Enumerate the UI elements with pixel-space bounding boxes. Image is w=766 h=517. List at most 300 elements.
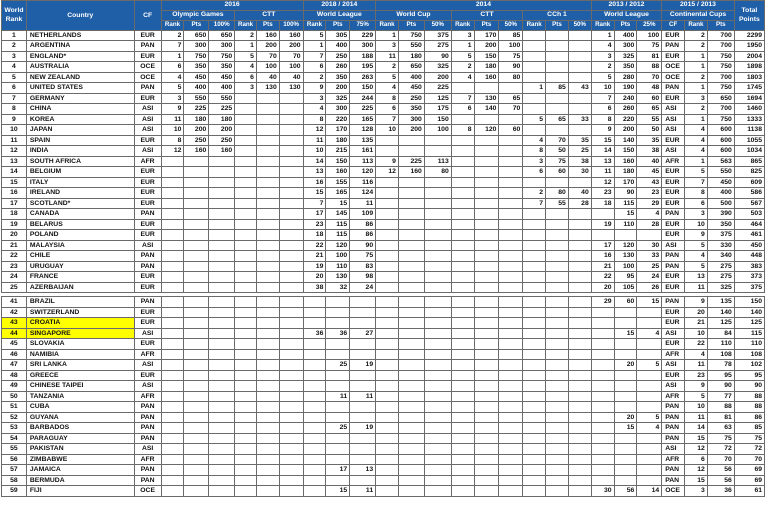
ctt14-pct-cell xyxy=(499,360,523,371)
wl1312-rank-cell: 2 xyxy=(591,62,614,73)
og-pct-cell xyxy=(209,454,235,465)
wl1312-rank-cell: 29 xyxy=(591,297,614,308)
ctt14-rank-cell xyxy=(451,370,474,381)
sub-rank: Rank xyxy=(235,20,257,30)
wc-pct-cell xyxy=(424,282,451,293)
ctt16-pts-cell xyxy=(256,475,279,486)
total-points-cell: 865 xyxy=(734,156,764,167)
wc-rank-cell xyxy=(376,381,399,392)
wl1814-pct-cell: 11 xyxy=(350,198,376,209)
world-rankings-table xyxy=(1,0,765,497)
wl1814-rank-cell: 10 xyxy=(303,146,326,157)
cch1-pct-cell xyxy=(568,62,591,73)
country-cell: KOREA xyxy=(26,114,134,125)
og-pct-cell xyxy=(209,261,235,272)
world-rank-cell: 54 xyxy=(2,433,27,444)
total-points-cell: 125 xyxy=(734,318,764,329)
wl1312-rank-cell xyxy=(591,475,614,486)
cch1-pts-cell xyxy=(546,402,569,413)
world-rank-cell: 41 xyxy=(2,297,27,308)
og-rank-cell xyxy=(161,318,184,329)
cch1-rank-cell: 3 xyxy=(523,156,546,167)
wl1814-pts-cell: 170 xyxy=(326,125,350,136)
ctt14-rank-cell: 3 xyxy=(451,30,474,41)
cch1-pts-cell: 55 xyxy=(546,198,569,209)
ctt16-pts-cell xyxy=(256,318,279,329)
cc-rank-cell: 9 xyxy=(685,381,708,392)
ctt16-pct-cell xyxy=(279,433,303,444)
ctt14-pct-cell xyxy=(499,433,523,444)
ctt16-rank-cell: 3 xyxy=(235,83,257,94)
cf-cell: EUR xyxy=(134,188,161,199)
cch1-pct-cell xyxy=(568,465,591,476)
country-cell: PARAGUAY xyxy=(26,433,134,444)
wc-pts-cell xyxy=(398,261,424,272)
wl1312-pct-cell: 65 xyxy=(637,104,662,115)
wl1814-rank-cell: 7 xyxy=(303,51,326,62)
country-cell: SPAIN xyxy=(26,135,134,146)
wc-rank-cell xyxy=(376,444,399,455)
world-rank-cell: 3 xyxy=(2,51,27,62)
cch1-pts-cell xyxy=(546,297,569,308)
cc-pts-cell: 400 xyxy=(707,188,734,199)
cf-cell: ASI xyxy=(134,104,161,115)
sub-100: 100% xyxy=(279,20,303,30)
cc-cf-cell: PAN xyxy=(662,465,685,476)
total-points-cell: 108 xyxy=(734,349,764,360)
country-cell: MALAYSIA xyxy=(26,240,134,251)
wl1814-pct-cell: 19 xyxy=(350,423,376,434)
og-pts-cell xyxy=(184,339,209,350)
wc-pct-cell xyxy=(424,486,451,497)
og-pct-cell xyxy=(209,240,235,251)
sub-pts: Pts xyxy=(398,20,424,30)
wl1814-pct-cell: 27 xyxy=(350,328,376,339)
og-pct-cell: 200 xyxy=(209,125,235,136)
table-row xyxy=(2,381,765,392)
cch1-rank-cell xyxy=(523,297,546,308)
cc-rank-cell: 6 xyxy=(685,198,708,209)
cc-cf-cell: PAN xyxy=(662,251,685,262)
cch1-pct-cell xyxy=(568,240,591,251)
wc-rank-cell: 12 xyxy=(376,167,399,178)
ctt16-rank-cell: 6 xyxy=(235,72,257,83)
cch1-rank-cell xyxy=(523,423,546,434)
cch1-rank-cell xyxy=(523,475,546,486)
cc-cf-cell: EUR xyxy=(662,339,685,350)
world-rank-cell: 5 xyxy=(2,72,27,83)
ctt14-pts-cell xyxy=(474,307,499,318)
og-pts-cell xyxy=(184,349,209,360)
wl1312-pct-cell: 38 xyxy=(637,146,662,157)
og-pct-cell xyxy=(209,230,235,241)
wc-rank-cell xyxy=(376,230,399,241)
cch1-rank-cell: 8 xyxy=(523,146,546,157)
total-points-cell: 88 xyxy=(734,402,764,413)
cf-cell: EUR xyxy=(134,51,161,62)
wl1814-rank-cell: 7 xyxy=(303,198,326,209)
ctt14-pts-cell xyxy=(474,114,499,125)
table-row xyxy=(2,486,765,497)
wc-pts-cell xyxy=(398,339,424,350)
cch1-pts-cell xyxy=(546,30,569,41)
cc-rank-cell: 11 xyxy=(685,360,708,371)
country-cell: PAKISTAN xyxy=(26,444,134,455)
world-rank-cell: 22 xyxy=(2,251,27,262)
wl1814-rank-cell: 2 xyxy=(303,72,326,83)
og-pct-cell xyxy=(209,272,235,283)
wl1312-pct-cell xyxy=(637,339,662,350)
wc-rank-cell xyxy=(376,146,399,157)
wl1814-pct-cell xyxy=(350,339,376,350)
cc-pts-cell: 72 xyxy=(707,444,734,455)
ctt16-rank-cell xyxy=(235,93,257,104)
world-rank-cell: 50 xyxy=(2,391,27,402)
ctt16-rank-cell: 4 xyxy=(235,62,257,73)
wl1312-pts-cell: 90 xyxy=(614,188,637,199)
ctt16-rank-cell: 5 xyxy=(235,51,257,62)
table-row xyxy=(2,433,765,444)
ctt14-pts-cell: 150 xyxy=(474,51,499,62)
ctt14-pct-cell xyxy=(499,209,523,220)
table-row xyxy=(2,339,765,350)
wl1312-pct-cell xyxy=(637,381,662,392)
cf-cell: EUR xyxy=(134,282,161,293)
wc-pct-cell xyxy=(424,328,451,339)
wl1312-pct-cell: 4 xyxy=(637,209,662,220)
wc-rank-cell xyxy=(376,465,399,476)
ctt16-pct-cell xyxy=(279,339,303,350)
ctt16-pct-cell xyxy=(279,282,303,293)
ctt16-rank-cell xyxy=(235,433,257,444)
og-rank-cell: 5 xyxy=(161,83,184,94)
wc-pts-cell xyxy=(398,423,424,434)
ctt14-pct-cell xyxy=(499,328,523,339)
og-rank-cell xyxy=(161,261,184,272)
og-pts-cell xyxy=(184,297,209,308)
country-cell: CANADA xyxy=(26,209,134,220)
cc-cf-cell: PAN xyxy=(662,209,685,220)
wc-pct-cell xyxy=(424,381,451,392)
ctt16-rank-cell xyxy=(235,135,257,146)
cf-cell: EUR xyxy=(134,30,161,41)
ctt14-pts-cell: 120 xyxy=(474,125,499,136)
cc-cf-cell: EUR xyxy=(662,282,685,293)
ctt14-rank-cell xyxy=(451,318,474,329)
table-row xyxy=(2,125,765,136)
cc-rank-cell: 8 xyxy=(685,188,708,199)
ctt14-pts-cell xyxy=(474,297,499,308)
ctt14-rank-cell xyxy=(451,475,474,486)
ctt14-rank-cell xyxy=(451,433,474,444)
cf-cell: EUR xyxy=(134,198,161,209)
ctt14-rank-cell xyxy=(451,402,474,413)
cf-cell: PAN xyxy=(134,402,161,413)
wl1814-pct-cell xyxy=(350,402,376,413)
cch1-pct-cell xyxy=(568,391,591,402)
cch1-pts-cell xyxy=(546,454,569,465)
cch1-pct-cell xyxy=(568,282,591,293)
wc-rank-cell xyxy=(376,370,399,381)
wl1312-pts-cell: 60 xyxy=(614,297,637,308)
ctt16-rank-cell xyxy=(235,475,257,486)
wl1814-pts-cell: 15 xyxy=(326,198,350,209)
cch1-rank-cell xyxy=(523,51,546,62)
wc-pct-cell xyxy=(424,318,451,329)
ctt16-rank-cell xyxy=(235,454,257,465)
wl1814-rank-cell: 1 xyxy=(303,41,326,52)
ctt16-pct-cell: 100 xyxy=(279,62,303,73)
ctt16-pct-cell: 70 xyxy=(279,51,303,62)
cch1-pct-cell xyxy=(568,454,591,465)
cc-rank-cell: 9 xyxy=(685,230,708,241)
ctt16-pct-cell xyxy=(279,230,303,241)
ctt16-pct-cell xyxy=(279,465,303,476)
table-row xyxy=(2,83,765,94)
cch1-rank-cell xyxy=(523,454,546,465)
wl1312-pts-cell: 200 xyxy=(614,125,637,136)
world-rank-cell: 25 xyxy=(2,282,27,293)
wl1312-pts-cell xyxy=(614,318,637,329)
wl1312-pts-cell: 15 xyxy=(614,328,637,339)
ctt14-pct-cell xyxy=(499,297,523,308)
total-points-cell: 375 xyxy=(734,282,764,293)
ctt16-pts-cell xyxy=(256,272,279,283)
wc-pts-cell xyxy=(398,297,424,308)
cc-pts-cell: 110 xyxy=(707,339,734,350)
cc-cf-cell: EUR xyxy=(662,167,685,178)
wl1814-pts-cell: 145 xyxy=(326,209,350,220)
wl1312-rank-cell xyxy=(591,307,614,318)
cc-pts-cell: 700 xyxy=(707,41,734,52)
ctt16-pct-cell xyxy=(279,297,303,308)
table-row xyxy=(2,188,765,199)
ctt14-pts-cell xyxy=(474,370,499,381)
wc-rank-cell xyxy=(376,177,399,188)
ctt16-pct-cell xyxy=(279,381,303,392)
cc-cf-cell: OCE xyxy=(662,486,685,497)
world-rank-cell: 10 xyxy=(2,125,27,136)
ctt16-rank-cell xyxy=(235,307,257,318)
ctt14-pct-cell: 80 xyxy=(499,72,523,83)
ctt16-pts-cell xyxy=(256,198,279,209)
ctt14-pts-cell xyxy=(474,360,499,371)
ctt14-pct-cell xyxy=(499,423,523,434)
wl1312-pts-cell: 300 xyxy=(614,41,637,52)
wl1312-pts-cell xyxy=(614,454,637,465)
ctt16-pts-cell xyxy=(256,381,279,392)
wl1814-rank-cell: 18 xyxy=(303,230,326,241)
table-row xyxy=(2,282,765,293)
wl1814-pts-cell: 250 xyxy=(326,51,350,62)
og-pct-cell xyxy=(209,465,235,476)
og-pts-cell xyxy=(184,261,209,272)
og-pct-cell xyxy=(209,423,235,434)
og-rank-cell: 6 xyxy=(161,62,184,73)
og-pts-cell xyxy=(184,198,209,209)
ctt16-pts-cell: 160 xyxy=(256,30,279,41)
cc-rank-cell: 20 xyxy=(685,307,708,318)
world-rank-cell: 11 xyxy=(2,135,27,146)
wl1312-rank-cell xyxy=(591,465,614,476)
ctt14-pts-cell xyxy=(474,188,499,199)
sub-rank: Rank xyxy=(161,20,184,30)
ctt16-pct-cell xyxy=(279,370,303,381)
wc-rank-cell xyxy=(376,188,399,199)
total-points-cell: 609 xyxy=(734,177,764,188)
wl1814-rank-cell xyxy=(303,412,326,423)
wl1814-pts-cell xyxy=(326,433,350,444)
cc-cf-cell: PAN xyxy=(662,475,685,486)
ctt16-pts-cell xyxy=(256,188,279,199)
wl1312-pts-cell xyxy=(614,307,637,318)
wl1814-pct-cell: 161 xyxy=(350,146,376,157)
cch1-rank-cell xyxy=(523,272,546,283)
og-pct-cell: 300 xyxy=(209,41,235,52)
total-points-cell: 88 xyxy=(734,391,764,402)
cf-cell: ASI xyxy=(134,125,161,136)
table-row xyxy=(2,198,765,209)
ctt14-pct-cell xyxy=(499,177,523,188)
og-pts-cell: 250 xyxy=(184,135,209,146)
cc-rank-cell: 15 xyxy=(685,475,708,486)
wl1312-pct-cell xyxy=(637,307,662,318)
cc-cf-cell: EUR xyxy=(662,307,685,318)
cc-cf-cell: PAN xyxy=(662,412,685,423)
country-cell: CHINA xyxy=(26,104,134,115)
ctt16-pct-cell xyxy=(279,475,303,486)
cc-pts-cell: 325 xyxy=(707,282,734,293)
wl1312-pct-cell: 24 xyxy=(637,272,662,283)
ctt16-pts-cell xyxy=(256,444,279,455)
cc-cf-cell: ASI xyxy=(662,381,685,392)
cf-cell: PAN xyxy=(134,465,161,476)
wl1312-rank-cell xyxy=(591,328,614,339)
cch1-pts-cell: 80 xyxy=(546,188,569,199)
ctt16-rank-cell xyxy=(235,318,257,329)
ctt14-pts-cell xyxy=(474,177,499,188)
world-rank-cell: 51 xyxy=(2,402,27,413)
wl1312-pct-cell: 55 xyxy=(637,114,662,125)
cch1-pct-cell xyxy=(568,318,591,329)
world-rank-cell: 48 xyxy=(2,370,27,381)
wl1814-rank-cell xyxy=(303,423,326,434)
ctt16-pct-cell xyxy=(279,114,303,125)
cc-rank-cell: 4 xyxy=(685,125,708,136)
ctt16-rank-cell xyxy=(235,177,257,188)
wc-rank-cell: 6 xyxy=(376,104,399,115)
year-2018-2014-header: 2018 / 2014 xyxy=(303,1,376,11)
cch1-pct-cell xyxy=(568,307,591,318)
cch1-rank-cell xyxy=(523,219,546,230)
ctt14-rank-cell xyxy=(451,167,474,178)
cc-pts-cell: 63 xyxy=(707,423,734,434)
world-rank-cell: 16 xyxy=(2,188,27,199)
wl1814-pct-cell: 128 xyxy=(350,125,376,136)
cc-rank-cell: 10 xyxy=(685,402,708,413)
ctt16-rank-cell: 1 xyxy=(235,41,257,52)
total-points-cell: 586 xyxy=(734,188,764,199)
ctt14-rank-cell xyxy=(451,391,474,402)
cc-rank-cell: 3 xyxy=(685,93,708,104)
cch1-pts-cell xyxy=(546,412,569,423)
wc-pct-cell xyxy=(424,465,451,476)
ctt14-pct-cell: 60 xyxy=(499,125,523,136)
ctt14-rank-cell xyxy=(451,251,474,262)
ctt14-pct-cell xyxy=(499,318,523,329)
cc-cf-cell: EUR xyxy=(662,318,685,329)
wl1312-rank-cell: 5 xyxy=(591,72,614,83)
ctt14-pct-cell xyxy=(499,198,523,209)
ctt16-pct-cell xyxy=(279,104,303,115)
cc-pts-cell: 108 xyxy=(707,349,734,360)
wc-pct-cell xyxy=(424,475,451,486)
wl1814-pts-cell: 32 xyxy=(326,282,350,293)
ctt14-pts-cell xyxy=(474,412,499,423)
wl1814-pct-cell: 11 xyxy=(350,486,376,497)
ctt16-pts-cell xyxy=(256,167,279,178)
wl1312-pct-cell xyxy=(637,475,662,486)
cch1-rank-cell xyxy=(523,465,546,476)
ctt16-pct-cell xyxy=(279,177,303,188)
world-rank-cell: 8 xyxy=(2,104,27,115)
wl1814-rank-cell: 22 xyxy=(303,240,326,251)
cc-pts-cell: 135 xyxy=(707,297,734,308)
wl1312-rank-cell xyxy=(591,402,614,413)
ctt16-pts-cell: 70 xyxy=(256,51,279,62)
cch1-pct-cell: 25 xyxy=(568,146,591,157)
ctt14-rank-cell xyxy=(451,230,474,241)
table-row xyxy=(2,114,765,125)
table-row xyxy=(2,465,765,476)
world-rank-cell: 21 xyxy=(2,240,27,251)
world-rank-cell: 18 xyxy=(2,209,27,220)
wl1814-pct-cell xyxy=(350,297,376,308)
cf-cell: PAN xyxy=(134,433,161,444)
og-rank-cell xyxy=(161,444,184,455)
wl1312-rank-cell: 11 xyxy=(591,167,614,178)
cc-pts-cell: 700 xyxy=(707,104,734,115)
world-rank-cell: 45 xyxy=(2,339,27,350)
og-pct-cell xyxy=(209,349,235,360)
wl1814-pts-cell xyxy=(326,297,350,308)
cc-cf-cell: EUR xyxy=(662,188,685,199)
ctt14-pts-cell xyxy=(474,391,499,402)
cf-cell: PAN xyxy=(134,209,161,220)
wc-pts-cell xyxy=(398,370,424,381)
world-rank-cell: 24 xyxy=(2,272,27,283)
cc-rank-cell: 2 xyxy=(685,72,708,83)
cch1-pct-cell xyxy=(568,30,591,41)
ctt16-pct-cell xyxy=(279,251,303,262)
world-rank-cell: 42 xyxy=(2,307,27,318)
og-rank-cell: 2 xyxy=(161,30,184,41)
cc-cf-cell: AFR xyxy=(662,349,685,360)
table-row xyxy=(2,412,765,423)
wl1814-rank-cell: 5 xyxy=(303,30,326,41)
ctt16-pts-cell xyxy=(256,360,279,371)
cc-rank-cell: 2 xyxy=(685,41,708,52)
sub-pts: Pts xyxy=(474,20,499,30)
table-row xyxy=(2,454,765,465)
world-rank-cell: 15 xyxy=(2,177,27,188)
ctt16-rank-cell xyxy=(235,465,257,476)
cch1-rank-cell xyxy=(523,412,546,423)
wc-pct-cell xyxy=(424,251,451,262)
wl1312-pct-cell xyxy=(637,349,662,360)
world-rank-cell: 13 xyxy=(2,156,27,167)
wc-pts-cell xyxy=(398,433,424,444)
